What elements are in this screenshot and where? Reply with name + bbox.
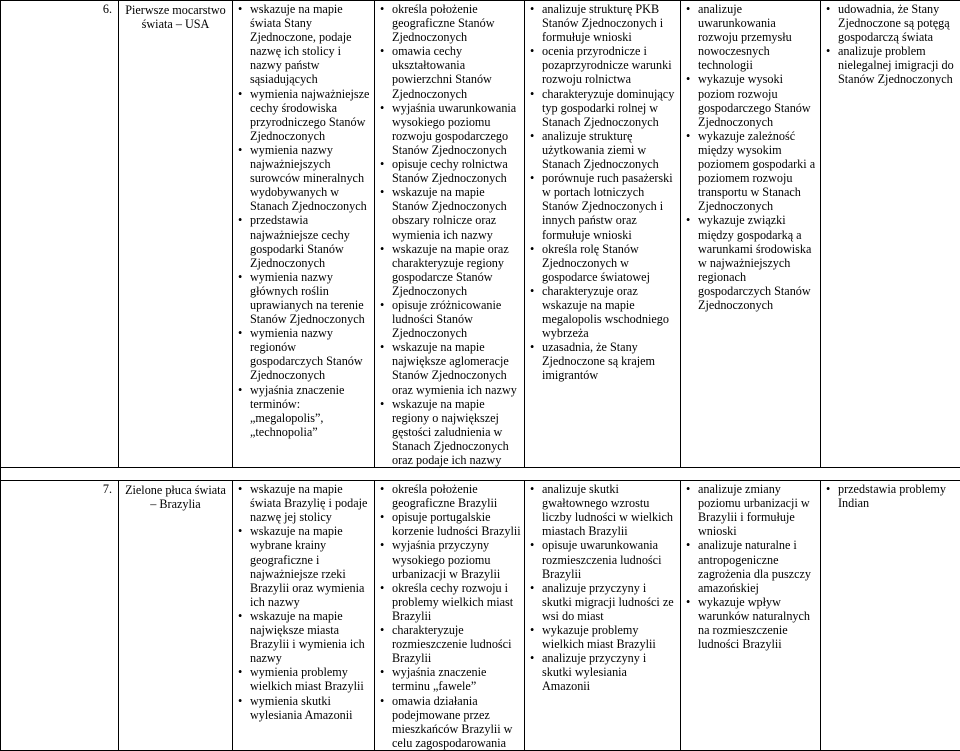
- list-item: • przedstawia problemy Indian: [838, 482, 960, 510]
- list-item: • analizuje zmiany poziomu urbanizacji w Brazylii i formułuje wnioski: [698, 482, 817, 538]
- table-row: [1, 481, 960, 751]
- list-item: • opisuje uwarunkowania rozmieszczenia ludności Brazylii: [542, 538, 677, 580]
- requirements-cell: [821, 481, 960, 751]
- list-item: • wykazuje zależność między wysokim poziomem gospodarki a poziomem rozwoju transportu w Stanach Zjednoczonych: [698, 129, 817, 214]
- requirements-list: [824, 482, 960, 510]
- list-item: • wymienia nazwy głównych roślin uprawianych na terenie Stanów Zjednoczonych: [250, 270, 371, 326]
- list-item: • wskazuje na mapie oraz charakteryzuje regiony gospodarcze Stanów Zjednoczonych: [392, 242, 521, 298]
- requirements-list: [236, 2, 371, 439]
- requirements-cell: [681, 1, 821, 468]
- spacer-cell: [375, 468, 525, 481]
- requirements-cell: [233, 1, 375, 468]
- list-item: • wskazuje na mapie świata Stany Zjednoczone, podaje nazwę ich stolicy i nazwy państw sąsiadujących: [250, 2, 371, 87]
- list-item: • wskazuje na mapie świata Brazylię i podaje nazwę jej stolicy: [250, 482, 371, 524]
- list-item: • charakteryzuje rozmieszczenie ludności Brazylii: [392, 623, 521, 665]
- list-item: • analizuje strukturę użytkowania ziemi w Stanach Zjednoczonych: [542, 129, 677, 171]
- table-body: [1, 1, 960, 751]
- requirements-list: [378, 482, 521, 750]
- list-item: • charakteryzuje dominujący typ gospodarki rolnej w Stanach Zjednoczonych: [542, 87, 677, 129]
- list-item: • wyjaśnia znaczenie terminów: „megalopolis”, „technopolia”: [250, 383, 371, 439]
- row-spacer: [1, 468, 960, 481]
- requirements-cell: [375, 481, 525, 751]
- requirements-list: [236, 482, 371, 722]
- spacer-cell: [233, 468, 375, 481]
- requirements-cell: [375, 1, 525, 468]
- list-item: • opisuje portugalskie korzenie ludności Brazylii: [392, 510, 521, 538]
- table-row: [1, 1, 960, 468]
- requirements-cell: [525, 1, 681, 468]
- spacer-cell: [119, 468, 233, 481]
- requirements-list: [684, 482, 817, 651]
- list-item: • wskazuje na mapie Stanów Zjednoczonych obszary rolnicze oraz wymienia ich nazwy: [392, 185, 521, 241]
- list-item: • wymienia nazwy regionów gospodarczych Stanów Zjednoczonych: [250, 326, 371, 382]
- list-item: • analizuje problem nielegalnej imigracji do Stanów Zjednoczonych: [838, 44, 960, 86]
- list-item: • analizuje uwarunkowania rozwoju przemysłu nowoczesnych technologii: [698, 2, 817, 72]
- list-item: • wyjaśnia przyczyny wysokiego poziomu urbanizacji w Brazylii: [392, 538, 521, 580]
- list-item: • określa cechy rozwoju i problemy wielkich miast Brazylii: [392, 581, 521, 623]
- list-item: • wskazuje na mapie największe miasta Brazylii i wymienia ich nazwy: [250, 609, 371, 665]
- spacer-cell: [821, 468, 960, 481]
- list-item: • udowadnia, że Stany Zjednoczone są potęgą gospodarczą świata: [838, 2, 960, 44]
- list-item: • charakteryzuje oraz wskazuje na mapie megalopolis wschodniego wybrzeża: [542, 284, 677, 340]
- requirements-cell: [233, 481, 375, 751]
- list-item: • analizuje strukturę PKB Stanów Zjednoczonych i formułuje wnioski: [542, 2, 677, 44]
- list-item: • analizuje przyczyny i skutki migracji ludności ze wsi do miast: [542, 581, 677, 623]
- list-item: • uzasadnia, że Stany Zjednoczone są krajem imigrantów: [542, 340, 677, 382]
- requirements-list: [528, 482, 677, 693]
- list-item: • analizuje naturalne i antropogeniczne zagrożenia dla puszczy amazońskiej: [698, 538, 817, 594]
- list-item: • wykazuje problemy wielkich miast Brazylii: [542, 623, 677, 651]
- list-item: • określa położenie geograficzne Brazylii: [392, 482, 521, 510]
- spacer-cell: [681, 468, 821, 481]
- list-item: • przedstawia najważniejsze cechy gospodarki Stanów Zjednoczonych: [250, 213, 371, 269]
- list-item: • ocenia przyrodnicze i pozaprzyrodnicze warunki rozwoju rolnictwa: [542, 44, 677, 86]
- spacer-cell: [525, 468, 681, 481]
- list-item: • wyjaśnia uwarunkowania wysokiego poziomu rozwoju gospodarczego Stanów Zjednoczonych: [392, 101, 521, 157]
- list-item: • wskazuje na mapie największe aglomeracje Stanów Zjednoczonych oraz wymienia ich nazwy: [392, 340, 521, 396]
- lesson-number: 7.: [1, 481, 119, 751]
- requirements-list: [528, 2, 677, 383]
- requirements-list: [378, 2, 521, 467]
- requirements-list: [824, 2, 960, 87]
- requirements-list: [684, 2, 817, 312]
- list-item: • wymienia problemy wielkich miast Brazylii: [250, 665, 371, 693]
- list-item: • omawia cechy ukształtowania powierzchni Stanów Zjednoczonych: [392, 44, 521, 100]
- spacer-cell: [1, 468, 119, 481]
- requirements-cell: [681, 481, 821, 751]
- list-item: • opisuje cechy rolnictwa Stanów Zjednoczonych: [392, 157, 521, 185]
- lesson-topic: Zielone płuca świata – Brazylia: [119, 481, 233, 751]
- lesson-number: 6.: [1, 1, 119, 468]
- requirements-cell: [821, 1, 960, 468]
- requirements-cell: [525, 481, 681, 751]
- list-item: • określa rolę Stanów Zjednoczonych w gospodarce światowej: [542, 242, 677, 284]
- list-item: • wykazuje związki między gospodarką a warunkami środowiska w najważniejszych regionach gospodarczych Stanów Zjednoczonych: [698, 213, 817, 312]
- list-item: • analizuje skutki gwałtownego wzrostu liczby ludności w wielkich miastach Brazylii: [542, 482, 677, 538]
- list-item: • wskazuje na mapie wybrane krainy geograficzne i najważniejsze rzeki Brazylii oraz wymienia ich nazwy: [250, 524, 371, 609]
- list-item: • wykazuje wpływ warunków naturalnych na rozmieszczenie ludności Brazylii: [698, 595, 817, 651]
- list-item: • wymienia skutki wylesiania Amazonii: [250, 694, 371, 722]
- list-item: • określa położenie geograficzne Stanów Zjednoczonych: [392, 2, 521, 44]
- list-item: • wyjaśnia znaczenie terminu „fawele”: [392, 665, 521, 693]
- lesson-topic: Pierwsze mocarstwo świata – USA: [119, 1, 233, 468]
- list-item: • porównuje ruch pasażerski w portach lotniczych Stanów Zjednoczonych i innych państw oraz formułuje wnioski: [542, 171, 677, 241]
- list-item: • wskazuje na mapie regiony o największej gęstości zaludnienia w Stanach Zjednoczonych oraz podaje ich nazwy: [392, 397, 521, 467]
- list-item: • wymienia nazwy najważniejszych surowców mineralnych wydobywanych w Stanach Zjednoczonych: [250, 143, 371, 213]
- list-item: • omawia działania podejmowane przez mieszkańców Brazylii w celu zagospodarowania: [392, 694, 521, 750]
- list-item: • wymienia najważniejsze cechy środowiska przyrodniczego Stanów Zjednoczonych: [250, 87, 371, 143]
- list-item: • opisuje zróżnicowanie ludności Stanów Zjednoczonych: [392, 298, 521, 340]
- list-item: • analizuje przyczyny i skutki wylesiania Amazonii: [542, 651, 677, 693]
- list-item: • wykazuje wysoki poziom rozwoju gospodarczego Stanów Zjednoczonych: [698, 72, 817, 128]
